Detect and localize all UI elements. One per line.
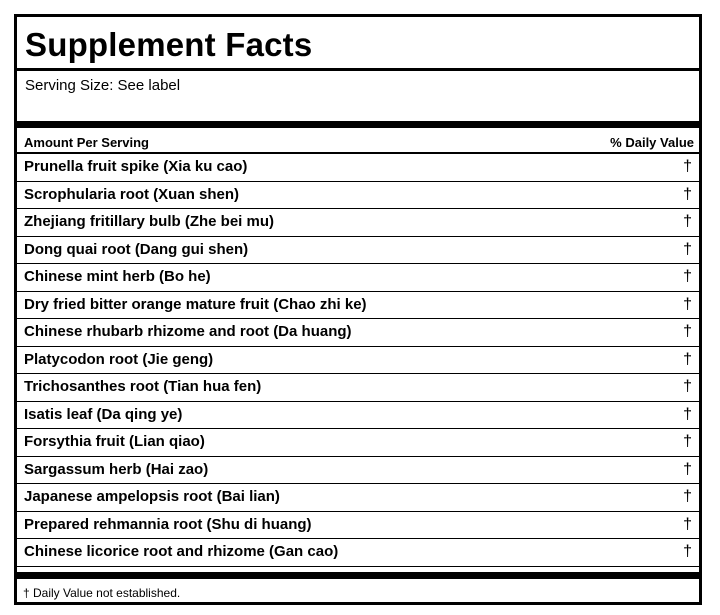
thick-divider-bottom — [17, 572, 699, 579]
ingredient-name: Chinese licorice root and rhizome (Gan cao) — [24, 543, 339, 560]
ingredient-name: Forsythia fruit (Lian qiao) — [24, 433, 205, 450]
amount-per-serving-header: Amount Per Serving — [24, 135, 149, 150]
title-divider — [17, 68, 699, 71]
ingredient-name: Trichosanthes root (Tian hua fen) — [24, 378, 262, 395]
table-row — [17, 429, 699, 457]
ingredient-name: Prepared rehmannia root (Shu di huang) — [24, 515, 312, 533]
ingredient-name: Dong quai root (Dang gui shen) — [24, 240, 249, 258]
daily-value-symbol: † — [683, 240, 692, 258]
row-divider — [17, 566, 699, 567]
daily-value-symbol: † — [683, 185, 692, 203]
ingredient-name: Isatis leaf (Da qing ye) — [24, 405, 183, 423]
table-row — [17, 209, 699, 237]
table-row — [17, 484, 699, 512]
daily-value-header: % Daily Value — [610, 135, 694, 150]
table-row — [17, 374, 699, 402]
ingredient-name: Chinese mint herb (Bo he) — [24, 268, 211, 285]
table-row — [17, 402, 699, 430]
thick-divider-top — [17, 121, 699, 128]
column-header-row — [17, 134, 699, 153]
daily-value-symbol: † — [683, 515, 692, 533]
ingredient-name: Dry fried bitter orange mature fruit (Chao zhi ke) — [24, 295, 367, 313]
table-row — [17, 237, 699, 265]
serving-size: Serving Size: See label — [25, 77, 181, 94]
table-row — [17, 457, 699, 485]
table-row — [17, 264, 699, 292]
footnote: † Daily Value not established. — [23, 586, 181, 600]
daily-value-symbol: † — [683, 433, 692, 450]
daily-value-symbol: † — [683, 213, 692, 230]
table-row — [17, 182, 699, 210]
panel-title: Supplement Facts — [25, 26, 313, 63]
daily-value-symbol: † — [683, 405, 692, 423]
daily-value-symbol: † — [683, 268, 692, 285]
table-row — [17, 292, 699, 320]
ingredient-name: Sargassum herb (Hai zao) — [24, 460, 209, 478]
daily-value-symbol: † — [683, 378, 692, 395]
daily-value-symbol: † — [683, 350, 692, 368]
daily-value-symbol: † — [683, 323, 692, 340]
table-row — [17, 347, 699, 375]
daily-value-symbol: † — [683, 460, 692, 478]
table-row — [17, 154, 699, 182]
daily-value-symbol: † — [683, 158, 692, 175]
supplement-facts-panel — [14, 14, 702, 605]
table-row — [17, 539, 699, 567]
ingredient-name: Chinese rhubarb rhizome and root (Da huang) — [24, 323, 352, 340]
table-row — [17, 319, 699, 347]
ingredient-name: Japanese ampelopsis root (Bai lian) — [24, 488, 280, 505]
ingredient-name: Prunella fruit spike (Xia ku cao) — [24, 158, 248, 175]
daily-value-symbol: † — [683, 488, 692, 505]
table-row — [17, 512, 699, 540]
ingredient-name: Scrophularia root (Xuan shen) — [24, 185, 240, 203]
ingredient-name: Platycodon root (Jie geng) — [24, 350, 214, 368]
daily-value-symbol: † — [683, 543, 692, 560]
ingredient-name: Zhejiang fritillary bulb (Zhe bei mu) — [24, 213, 275, 230]
daily-value-symbol: † — [683, 295, 692, 313]
